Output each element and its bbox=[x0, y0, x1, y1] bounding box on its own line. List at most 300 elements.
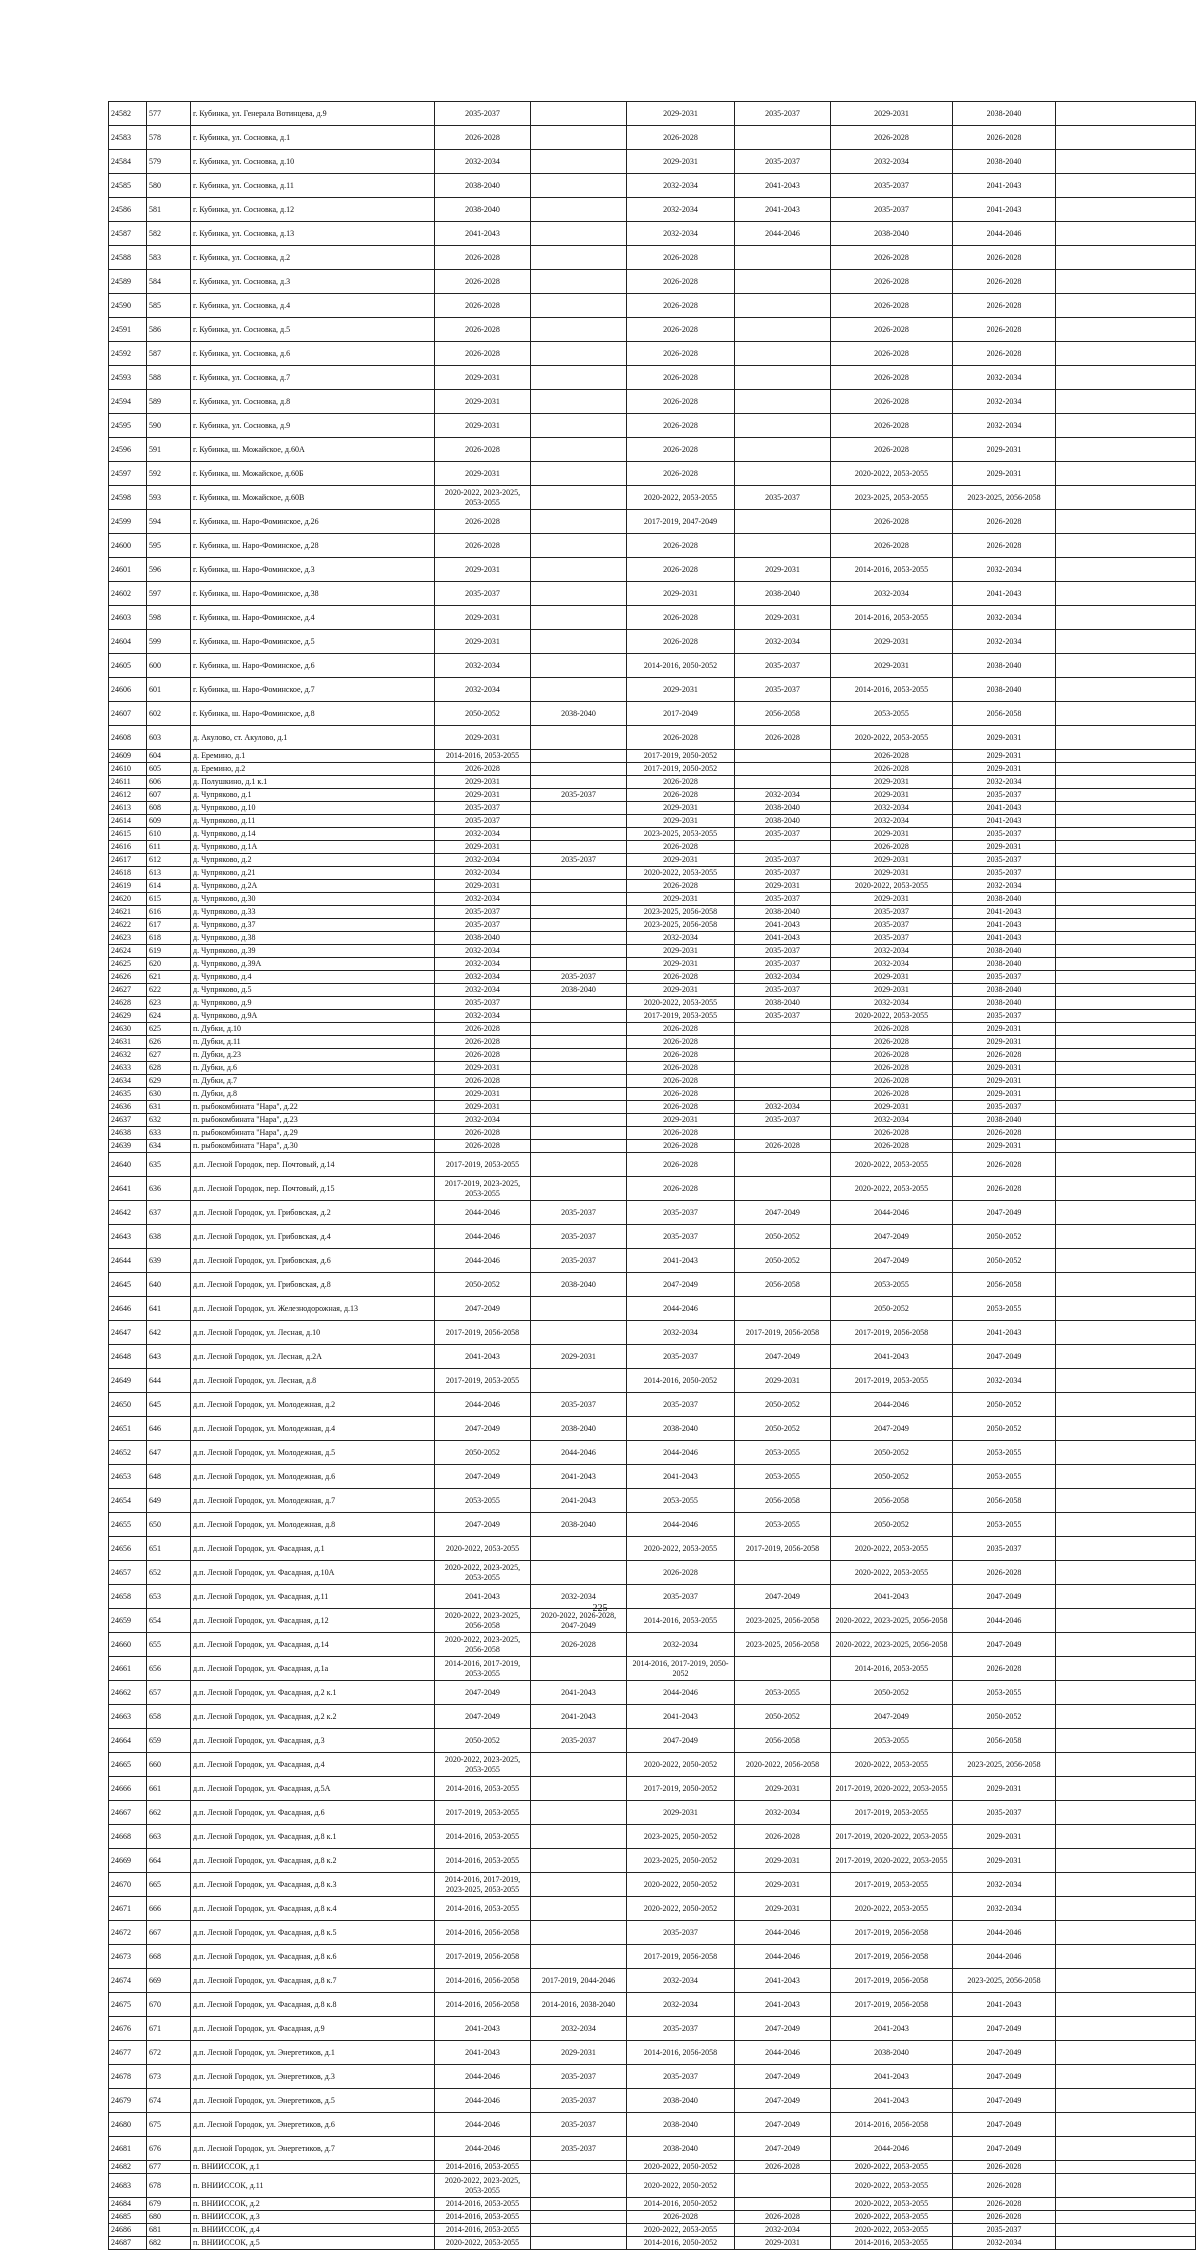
table-row bbox=[109, 1921, 1196, 1945]
period-cell-3: 2020-2022, 2050-2052 bbox=[627, 2174, 735, 2198]
period-cell-1: 2032-2034 bbox=[435, 1010, 531, 1023]
period-cell-3: 2014-2016, 2050-2052 bbox=[627, 1369, 735, 1393]
period-cell-6: 2038-2040 bbox=[953, 997, 1056, 1010]
period-cell-6: 2035-2037 bbox=[953, 1101, 1056, 1114]
period-cell-5: 2017-2019, 2053-2055 bbox=[831, 1801, 953, 1825]
period-cell-1: 2026-2028 bbox=[435, 270, 531, 294]
table-row bbox=[109, 150, 1196, 174]
table-row bbox=[109, 366, 1196, 390]
period-cell-2 bbox=[531, 815, 627, 828]
row-number-cell: 613 bbox=[147, 867, 191, 880]
period-cell-1: 2032-2034 bbox=[435, 945, 531, 958]
period-cell-4: 2041-2043 bbox=[735, 1969, 831, 1993]
period-cell-3: 2029-2031 bbox=[627, 150, 735, 174]
period-cell-5: 2017-2019, 2056-2058 bbox=[831, 1969, 953, 1993]
period-cell-1: 2026-2028 bbox=[435, 294, 531, 318]
period-cell-5: 2032-2034 bbox=[831, 958, 953, 971]
period-cell-6: 2029-2031 bbox=[953, 1849, 1056, 1873]
row-number-cell: 647 bbox=[147, 1441, 191, 1465]
period-cell-5: 2020-2022, 2053-2055 bbox=[831, 462, 953, 486]
row-number-cell: 587 bbox=[147, 342, 191, 366]
table-row bbox=[109, 1537, 1196, 1561]
period-cell-1: 2026-2028 bbox=[435, 246, 531, 270]
period-cell-4: 2035-2037 bbox=[735, 486, 831, 510]
period-cell-1: 2029-2031 bbox=[435, 1088, 531, 1101]
period-cell-3: 2026-2028 bbox=[627, 318, 735, 342]
table-row bbox=[109, 1114, 1196, 1127]
period-cell-1: 2026-2028 bbox=[435, 342, 531, 366]
period-cell-2: 2041-2043 bbox=[531, 1489, 627, 1513]
period-cell-3: 2026-2028 bbox=[627, 390, 735, 414]
period-cell-3: 2035-2037 bbox=[627, 1585, 735, 1609]
row-number-cell: 592 bbox=[147, 462, 191, 486]
period-cell-4 bbox=[735, 414, 831, 438]
period-cell-3: 2035-2037 bbox=[627, 2017, 735, 2041]
table-row bbox=[109, 1273, 1196, 1297]
row-id-cell: 24666 bbox=[109, 1777, 147, 1801]
period-cell-4: 2035-2037 bbox=[735, 945, 831, 958]
period-cell-5: 2014-2016, 2053-2055 bbox=[831, 1657, 953, 1681]
address-cell: г. Кубинка, ул. Генерала Вотинцева, д.9 bbox=[191, 102, 435, 126]
table-row bbox=[109, 776, 1196, 789]
period-cell-6: 2032-2034 bbox=[953, 558, 1056, 582]
period-cell-1: 2020-2022, 2023-2025, 2053-2055 bbox=[435, 2174, 531, 2198]
period-cell-5: 2029-2031 bbox=[831, 828, 953, 841]
period-cell-5: 2053-2055 bbox=[831, 702, 953, 726]
period-cell-4 bbox=[735, 1023, 831, 1036]
address-cell: д. Чупряково, д.21 bbox=[191, 867, 435, 880]
period-cell-5: 2026-2028 bbox=[831, 1036, 953, 1049]
period-cell-2: 2044-2046 bbox=[531, 1441, 627, 1465]
period-cell-6: 2029-2031 bbox=[953, 1075, 1056, 1088]
row-id-cell: 24635 bbox=[109, 1088, 147, 1101]
empty-cell bbox=[1056, 854, 1196, 867]
period-cell-2 bbox=[531, 945, 627, 958]
period-cell-6: 2050-2052 bbox=[953, 1249, 1056, 1273]
period-cell-6: 2047-2049 bbox=[953, 2137, 1056, 2161]
row-number-cell: 650 bbox=[147, 1513, 191, 1537]
period-cell-2: 2029-2031 bbox=[531, 2041, 627, 2065]
table-row bbox=[109, 270, 1196, 294]
period-cell-2 bbox=[531, 1127, 627, 1140]
period-cell-5: 2026-2028 bbox=[831, 534, 953, 558]
empty-cell bbox=[1056, 1489, 1196, 1513]
period-cell-3: 2017-2019, 2050-2052 bbox=[627, 763, 735, 776]
period-cell-4 bbox=[735, 366, 831, 390]
period-cell-4: 2017-2019, 2056-2058 bbox=[735, 1537, 831, 1561]
table-row bbox=[109, 1969, 1196, 1993]
row-id-cell: 24609 bbox=[109, 750, 147, 763]
period-cell-2 bbox=[531, 2174, 627, 2198]
period-cell-3: 2023-2025, 2056-2058 bbox=[627, 906, 735, 919]
period-cell-1: 2029-2031 bbox=[435, 776, 531, 789]
empty-cell bbox=[1056, 222, 1196, 246]
table-row bbox=[109, 945, 1196, 958]
period-cell-2 bbox=[531, 294, 627, 318]
period-cell-3: 2032-2034 bbox=[627, 1969, 735, 1993]
period-cell-6: 2035-2037 bbox=[953, 867, 1056, 880]
period-cell-3: 2026-2028 bbox=[627, 462, 735, 486]
period-cell-1: 2041-2043 bbox=[435, 1585, 531, 1609]
period-cell-2 bbox=[531, 2161, 627, 2174]
table-body bbox=[109, 102, 1196, 2250]
table-row bbox=[109, 1705, 1196, 1729]
address-cell: п. рыбокомбината "Нара", д.22 bbox=[191, 1101, 435, 1114]
row-id-cell: 24631 bbox=[109, 1036, 147, 1049]
period-cell-2 bbox=[531, 1297, 627, 1321]
period-cell-4: 2026-2028 bbox=[735, 1825, 831, 1849]
period-cell-3: 2017-2019, 2050-2052 bbox=[627, 750, 735, 763]
address-cell: д.п. Лесной Городок, ул. Энергетиков, д.7 bbox=[191, 2137, 435, 2161]
period-cell-2 bbox=[531, 802, 627, 815]
empty-cell bbox=[1056, 932, 1196, 945]
period-cell-6: 2035-2037 bbox=[953, 828, 1056, 841]
period-cell-2: 2014-2016, 2038-2040 bbox=[531, 1993, 627, 2017]
period-cell-3: 2017-2019, 2056-2058 bbox=[627, 1945, 735, 1969]
period-cell-4: 2050-2052 bbox=[735, 1225, 831, 1249]
period-cell-4: 2047-2049 bbox=[735, 1585, 831, 1609]
period-cell-5: 2041-2043 bbox=[831, 1345, 953, 1369]
row-number-cell: 673 bbox=[147, 2065, 191, 2089]
period-cell-3: 2026-2028 bbox=[627, 342, 735, 366]
row-number-cell: 607 bbox=[147, 789, 191, 802]
row-number-cell: 656 bbox=[147, 1657, 191, 1681]
row-id-cell: 24588 bbox=[109, 246, 147, 270]
period-cell-3: 2029-2031 bbox=[627, 1801, 735, 1825]
address-cell: г. Кубинка, ш. Наро-Фоминское, д.26 bbox=[191, 510, 435, 534]
address-cell: д.п. Лесной Городок, ул. Молодежная, д.7 bbox=[191, 1489, 435, 1513]
period-cell-2: 2035-2037 bbox=[531, 971, 627, 984]
address-cell: д.п. Лесной Городок, ул. Молодежная, д.4 bbox=[191, 1417, 435, 1441]
period-cell-5: 2026-2028 bbox=[831, 438, 953, 462]
empty-cell bbox=[1056, 1088, 1196, 1101]
period-cell-2 bbox=[531, 1849, 627, 1873]
period-cell-2 bbox=[531, 1049, 627, 1062]
row-number-cell: 663 bbox=[147, 1825, 191, 1849]
row-id-cell: 24654 bbox=[109, 1489, 147, 1513]
empty-cell bbox=[1056, 366, 1196, 390]
period-cell-6: 2029-2031 bbox=[953, 438, 1056, 462]
row-number-cell: 599 bbox=[147, 630, 191, 654]
table-row bbox=[109, 2211, 1196, 2224]
table-row bbox=[109, 1062, 1196, 1075]
period-cell-1: 2035-2037 bbox=[435, 815, 531, 828]
period-cell-6: 2056-2058 bbox=[953, 1489, 1056, 1513]
address-cell: д.п. Лесной Городок, ул. Фасадная, д.8 к.7 bbox=[191, 1969, 435, 1993]
address-cell: г. Кубинка, ш. Наро-Фоминское, д.4 bbox=[191, 606, 435, 630]
empty-cell bbox=[1056, 510, 1196, 534]
table-row bbox=[109, 486, 1196, 510]
period-cell-1: 2041-2043 bbox=[435, 1345, 531, 1369]
row-id-cell: 24657 bbox=[109, 1561, 147, 1585]
row-id-cell: 24592 bbox=[109, 342, 147, 366]
period-cell-3: 2014-2016, 2050-2052 bbox=[627, 2237, 735, 2250]
period-cell-6: 2026-2028 bbox=[953, 510, 1056, 534]
row-id-cell: 24632 bbox=[109, 1049, 147, 1062]
table-row bbox=[109, 198, 1196, 222]
empty-cell bbox=[1056, 958, 1196, 971]
period-cell-5: 2020-2022, 2053-2055 bbox=[831, 1177, 953, 1201]
row-id-cell: 24651 bbox=[109, 1417, 147, 1441]
period-cell-4 bbox=[735, 2198, 831, 2211]
period-cell-2 bbox=[531, 841, 627, 854]
address-cell: д.п. Лесной Городок, ул. Энергетиков, д.3 bbox=[191, 2065, 435, 2089]
row-id-cell: 24623 bbox=[109, 932, 147, 945]
empty-cell bbox=[1056, 1801, 1196, 1825]
period-cell-5: 2041-2043 bbox=[831, 1585, 953, 1609]
period-cell-1: 2044-2046 bbox=[435, 1201, 531, 1225]
period-cell-2: 2032-2034 bbox=[531, 1585, 627, 1609]
empty-cell bbox=[1056, 984, 1196, 997]
row-id-cell: 24649 bbox=[109, 1369, 147, 1393]
row-id-cell: 24621 bbox=[109, 906, 147, 919]
table-row bbox=[109, 1777, 1196, 1801]
period-cell-2 bbox=[531, 1561, 627, 1585]
period-cell-3: 2026-2028 bbox=[627, 971, 735, 984]
address-cell: д.п. Лесной Городок, ул. Фасадная, д.2 к.1 bbox=[191, 1681, 435, 1705]
period-cell-2 bbox=[531, 1945, 627, 1969]
period-cell-2 bbox=[531, 763, 627, 776]
period-cell-2 bbox=[531, 997, 627, 1010]
empty-cell bbox=[1056, 558, 1196, 582]
period-cell-2 bbox=[531, 606, 627, 630]
period-cell-4: 2038-2040 bbox=[735, 906, 831, 919]
period-cell-4: 2047-2049 bbox=[735, 2113, 831, 2137]
empty-cell bbox=[1056, 1849, 1196, 1873]
period-cell-4 bbox=[735, 126, 831, 150]
row-number-cell: 657 bbox=[147, 1681, 191, 1705]
period-cell-4 bbox=[735, 1062, 831, 1075]
period-cell-4: 2032-2034 bbox=[735, 2224, 831, 2237]
table-row bbox=[109, 789, 1196, 802]
period-cell-5: 2026-2028 bbox=[831, 246, 953, 270]
address-cell: д.п. Лесной Городок, ул. Молодежная, д.6 bbox=[191, 1465, 435, 1489]
table-row bbox=[109, 1849, 1196, 1873]
row-number-cell: 662 bbox=[147, 1801, 191, 1825]
period-cell-1: 2032-2034 bbox=[435, 971, 531, 984]
address-cell: д.п. Лесной Городок, ул. Грибовская, д.8 bbox=[191, 1273, 435, 1297]
table-row bbox=[109, 1561, 1196, 1585]
period-cell-6: 2047-2049 bbox=[953, 1585, 1056, 1609]
period-cell-5: 2020-2022, 2053-2055 bbox=[831, 2161, 953, 2174]
address-cell: г. Кубинка, ул. Сосновка, д.8 bbox=[191, 390, 435, 414]
period-cell-1: 2047-2049 bbox=[435, 1297, 531, 1321]
period-cell-4: 2056-2058 bbox=[735, 702, 831, 726]
row-id-cell: 24591 bbox=[109, 318, 147, 342]
period-cell-4: 2020-2022, 2056-2058 bbox=[735, 1753, 831, 1777]
period-cell-4: 2023-2025, 2056-2058 bbox=[735, 1609, 831, 1633]
row-number-cell: 679 bbox=[147, 2198, 191, 2211]
row-number-cell: 598 bbox=[147, 606, 191, 630]
period-cell-2 bbox=[531, 1897, 627, 1921]
row-number-cell: 676 bbox=[147, 2137, 191, 2161]
row-number-cell: 609 bbox=[147, 815, 191, 828]
period-cell-1: 2032-2034 bbox=[435, 854, 531, 867]
empty-cell bbox=[1056, 1705, 1196, 1729]
row-number-cell: 583 bbox=[147, 246, 191, 270]
period-cell-4: 2041-2043 bbox=[735, 198, 831, 222]
address-cell: д. Чупряково, д.10 bbox=[191, 802, 435, 815]
period-cell-1: 2026-2028 bbox=[435, 126, 531, 150]
period-cell-6: 2035-2037 bbox=[953, 1010, 1056, 1023]
row-number-cell: 680 bbox=[147, 2211, 191, 2224]
table-row bbox=[109, 1489, 1196, 1513]
period-cell-6: 2026-2028 bbox=[953, 1049, 1056, 1062]
row-id-cell: 24670 bbox=[109, 1873, 147, 1897]
table-row bbox=[109, 558, 1196, 582]
period-cell-2 bbox=[531, 919, 627, 932]
period-cell-2: 2038-2040 bbox=[531, 1417, 627, 1441]
period-cell-2: 2035-2037 bbox=[531, 789, 627, 802]
table-row bbox=[109, 1321, 1196, 1345]
row-id-cell: 24650 bbox=[109, 1393, 147, 1417]
period-cell-2: 2035-2037 bbox=[531, 2089, 627, 2113]
empty-cell bbox=[1056, 486, 1196, 510]
empty-cell bbox=[1056, 763, 1196, 776]
row-number-cell: 640 bbox=[147, 1273, 191, 1297]
table-row bbox=[109, 958, 1196, 971]
period-cell-3: 2035-2037 bbox=[627, 1225, 735, 1249]
address-cell: д.п. Лесной Городок, ул. Фасадная, д.11 bbox=[191, 1585, 435, 1609]
period-cell-3: 2026-2028 bbox=[627, 414, 735, 438]
period-cell-6: 2041-2043 bbox=[953, 932, 1056, 945]
period-cell-6: 2032-2034 bbox=[953, 390, 1056, 414]
row-id-cell: 24585 bbox=[109, 174, 147, 198]
period-cell-2: 2035-2037 bbox=[531, 2137, 627, 2161]
period-cell-6: 2056-2058 bbox=[953, 1729, 1056, 1753]
period-cell-2: 2035-2037 bbox=[531, 1249, 627, 1273]
empty-cell bbox=[1056, 2113, 1196, 2137]
period-cell-2 bbox=[531, 1753, 627, 1777]
period-cell-4: 2050-2052 bbox=[735, 1417, 831, 1441]
row-id-cell: 24611 bbox=[109, 776, 147, 789]
period-cell-2 bbox=[531, 750, 627, 763]
empty-cell bbox=[1056, 1153, 1196, 1177]
row-id-cell: 24644 bbox=[109, 1249, 147, 1273]
period-cell-1: 2020-2022, 2023-2025, 2053-2055 bbox=[435, 486, 531, 510]
table-row bbox=[109, 2237, 1196, 2250]
period-cell-1: 2032-2034 bbox=[435, 867, 531, 880]
period-cell-1: 2029-2031 bbox=[435, 414, 531, 438]
period-cell-3: 2026-2028 bbox=[627, 534, 735, 558]
period-cell-1: 2047-2049 bbox=[435, 1681, 531, 1705]
table-row bbox=[109, 1729, 1196, 1753]
empty-cell bbox=[1056, 1537, 1196, 1561]
row-id-cell: 24656 bbox=[109, 1537, 147, 1561]
period-cell-5: 2029-2031 bbox=[831, 654, 953, 678]
period-cell-2 bbox=[531, 390, 627, 414]
address-cell: д.п. Лесной Городок, ул. Фасадная, д.9 bbox=[191, 2017, 435, 2041]
period-cell-3: 2032-2034 bbox=[627, 222, 735, 246]
period-cell-1: 2029-2031 bbox=[435, 1101, 531, 1114]
row-number-cell: 590 bbox=[147, 414, 191, 438]
period-cell-4: 2053-2055 bbox=[735, 1681, 831, 1705]
period-cell-1: 2035-2037 bbox=[435, 802, 531, 815]
row-number-cell: 594 bbox=[147, 510, 191, 534]
row-number-cell: 605 bbox=[147, 763, 191, 776]
period-cell-4: 2026-2028 bbox=[735, 1140, 831, 1153]
period-cell-4: 2035-2037 bbox=[735, 1114, 831, 1127]
period-cell-4 bbox=[735, 1049, 831, 1062]
row-number-cell: 672 bbox=[147, 2041, 191, 2065]
period-cell-4: 2050-2052 bbox=[735, 1705, 831, 1729]
period-cell-2 bbox=[531, 1101, 627, 1114]
period-cell-3: 2014-2016, 2056-2058 bbox=[627, 2041, 735, 2065]
row-id-cell: 24587 bbox=[109, 222, 147, 246]
row-number-cell: 637 bbox=[147, 1201, 191, 1225]
period-cell-5: 2020-2022, 2053-2055 bbox=[831, 1153, 953, 1177]
period-cell-1: 2029-2031 bbox=[435, 726, 531, 750]
period-cell-3: 2026-2028 bbox=[627, 776, 735, 789]
period-cell-3: 2053-2055 bbox=[627, 1489, 735, 1513]
row-number-cell: 615 bbox=[147, 893, 191, 906]
row-id-cell: 24682 bbox=[109, 2161, 147, 2174]
period-cell-1: 2017-2019, 2023-2025, 2053-2055 bbox=[435, 1177, 531, 1201]
row-number-cell: 589 bbox=[147, 390, 191, 414]
period-cell-3: 2047-2049 bbox=[627, 1729, 735, 1753]
period-cell-5: 2032-2034 bbox=[831, 150, 953, 174]
period-cell-1: 2035-2037 bbox=[435, 997, 531, 1010]
row-number-cell: 624 bbox=[147, 1010, 191, 1023]
table-row bbox=[109, 971, 1196, 984]
period-cell-4 bbox=[735, 1127, 831, 1140]
address-cell: д. Чупряково, д.39 bbox=[191, 945, 435, 958]
period-cell-1: 2029-2031 bbox=[435, 606, 531, 630]
empty-cell bbox=[1056, 390, 1196, 414]
row-number-cell: 621 bbox=[147, 971, 191, 984]
address-cell: д. Акулово, ст. Акулово, д.1 bbox=[191, 726, 435, 750]
row-number-cell: 648 bbox=[147, 1465, 191, 1489]
address-cell: д.п. Лесной Городок, пер. Почтовый, д.15 bbox=[191, 1177, 435, 1201]
period-cell-2 bbox=[531, 1010, 627, 1023]
empty-cell bbox=[1056, 945, 1196, 958]
table-row bbox=[109, 222, 1196, 246]
period-cell-4: 2035-2037 bbox=[735, 867, 831, 880]
empty-cell bbox=[1056, 630, 1196, 654]
table-row bbox=[109, 1010, 1196, 1023]
row-number-cell: 644 bbox=[147, 1369, 191, 1393]
address-cell: д.п. Лесной Городок, ул. Фасадная, д.8 к.4 bbox=[191, 1897, 435, 1921]
period-cell-2 bbox=[531, 2211, 627, 2224]
row-id-cell: 24602 bbox=[109, 582, 147, 606]
table-row bbox=[109, 2065, 1196, 2089]
row-id-cell: 24613 bbox=[109, 802, 147, 815]
empty-cell bbox=[1056, 654, 1196, 678]
table-row bbox=[109, 678, 1196, 702]
period-cell-6: 2050-2052 bbox=[953, 1225, 1056, 1249]
period-cell-3: 2038-2040 bbox=[627, 2089, 735, 2113]
period-cell-2 bbox=[531, 1801, 627, 1825]
period-cell-3: 2020-2022, 2050-2052 bbox=[627, 1753, 735, 1777]
document-sheet bbox=[108, 101, 1195, 2250]
address-cell: д.п. Лесной Городок, ул. Лесная, д.2А bbox=[191, 1345, 435, 1369]
period-cell-6: 2041-2043 bbox=[953, 174, 1056, 198]
period-cell-6: 2053-2055 bbox=[953, 1681, 1056, 1705]
row-id-cell: 24614 bbox=[109, 815, 147, 828]
period-cell-1: 2041-2043 bbox=[435, 222, 531, 246]
period-cell-4: 2050-2052 bbox=[735, 1249, 831, 1273]
address-cell: г. Кубинка, ул. Сосновка, д.12 bbox=[191, 198, 435, 222]
period-cell-1: 2029-2031 bbox=[435, 366, 531, 390]
period-cell-2: 2038-2040 bbox=[531, 1513, 627, 1537]
period-cell-5: 2026-2028 bbox=[831, 342, 953, 366]
address-cell: д.п. Лесной Городок, ул. Грибовская, д.2 bbox=[191, 1201, 435, 1225]
row-id-cell: 24630 bbox=[109, 1023, 147, 1036]
empty-cell bbox=[1056, 1062, 1196, 1075]
empty-cell bbox=[1056, 1075, 1196, 1088]
address-cell: д. Чупряково, д.2А bbox=[191, 880, 435, 893]
empty-cell bbox=[1056, 2237, 1196, 2250]
